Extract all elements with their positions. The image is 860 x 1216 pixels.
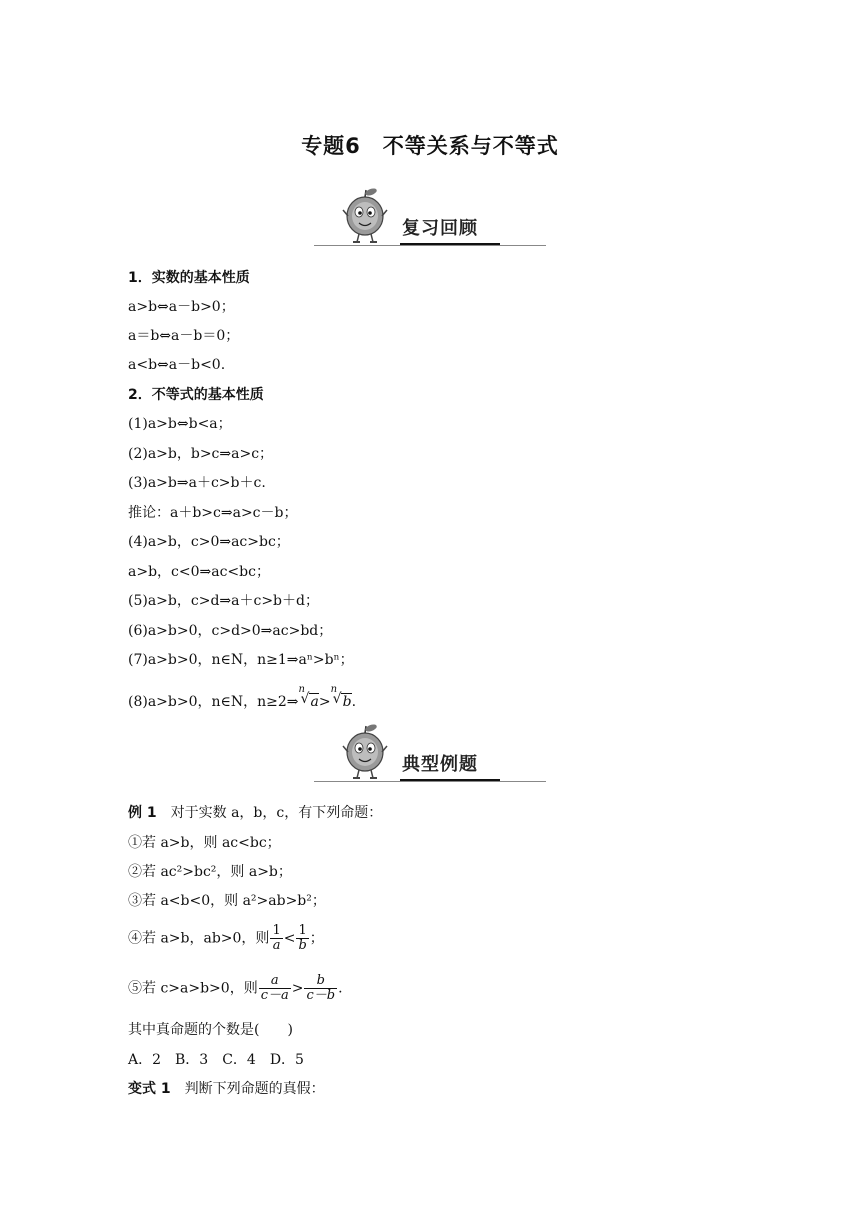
text-line: (7)a>b>0，n∈N，n≥1⇒aⁿ>bⁿ； — [128, 652, 354, 668]
section-label: 复习回顾 — [402, 218, 478, 239]
text-fragment: 判断下列命题的真假： — [170, 1081, 325, 1097]
numerator: a — [259, 974, 291, 989]
statement-1: ①若 a>b，则 ac<bc； — [128, 835, 281, 851]
divider — [314, 781, 546, 782]
text-fragment: ⑤若 c>a>b>0，则 — [128, 980, 258, 997]
example-1-intro — [128, 803, 382, 823]
answer-options: A．2 B．3 C．4 D．5 — [128, 1052, 304, 1068]
fraction — [296, 924, 308, 953]
radicand: b — [342, 694, 352, 710]
text-fragment: 对于实数 a，b，c，有下列命题： — [156, 805, 383, 821]
heading-inequality-properties: 2．不等式的基本性质 — [128, 387, 264, 403]
text-line: a>b⇔a－b>0； — [128, 299, 235, 315]
statement-3: ③若 a<b<0，则 a²>ab>b²； — [128, 893, 326, 909]
section-banner-examples — [314, 722, 546, 782]
radicand: a — [310, 694, 319, 710]
denominator: c－b — [306, 988, 336, 1003]
statement-4 — [128, 924, 324, 953]
text-line: (1)a>b⇔b<a； — [128, 416, 232, 432]
text-fragment: . — [351, 694, 357, 710]
text-line: a＝b⇔a－b＝0； — [128, 328, 240, 344]
fraction — [270, 924, 282, 953]
operator: > — [318, 694, 331, 710]
denominator: c－a — [260, 988, 289, 1003]
text-fragment: (8)a>b>0，n∈N，n≥2⇒ — [128, 694, 299, 710]
text-fragment: ； — [309, 930, 324, 947]
text-line: (4)a>b，c>0⇒ac>bc； — [128, 534, 290, 550]
statement-5 — [128, 974, 343, 1003]
operator: < — [283, 930, 296, 947]
nth-root — [298, 684, 319, 712]
denominator: b — [298, 938, 307, 953]
divider — [314, 245, 546, 246]
apple-mascot-icon — [342, 722, 388, 780]
fraction — [259, 974, 291, 1003]
radical-sign: √ — [300, 691, 310, 707]
fraction — [304, 974, 337, 1003]
root-index: n — [298, 684, 305, 695]
text-line-radicals — [128, 684, 357, 712]
example-label: 例 1 — [128, 805, 157, 821]
text-fragment: ④若 a>b，ab>0，则 — [128, 930, 270, 947]
numerator: 1 — [272, 923, 281, 938]
text-line: (5)a>b，c>d⇒a＋c>b＋d； — [128, 593, 319, 609]
page-title: 专题6 不等关系与不等式 — [301, 134, 559, 158]
text-line: a<b⇔a－b<0. — [128, 357, 226, 373]
text-line: 推论：a＋b>c⇒a>c－b； — [128, 505, 298, 521]
radical-sign: √ — [332, 691, 342, 707]
heading-real-numbers: 1．实数的基本性质 — [128, 270, 250, 286]
text-line: (2)a>b，b>c⇒a>c； — [128, 446, 274, 462]
statement-2: ②若 ac²>bc²，则 a>b； — [128, 864, 292, 880]
question: 其中真命题的个数是( ) — [128, 1022, 293, 1038]
text-line: (3)a>b⇒a＋c>b＋c. — [128, 475, 266, 491]
numerator: 1 — [296, 924, 308, 939]
root-index: n — [330, 684, 338, 695]
denominator: a — [272, 938, 281, 953]
text-line: a>b，c<0⇒ac<bc； — [128, 564, 270, 580]
variant-1-intro — [128, 1079, 325, 1099]
section-banner-review — [314, 186, 546, 246]
variant-label: 变式 1 — [128, 1081, 171, 1097]
numerator: b — [304, 974, 337, 989]
operator: > — [291, 980, 304, 997]
text-fragment: . — [338, 980, 343, 997]
apple-mascot-icon — [342, 186, 388, 244]
section-label: 典型例题 — [402, 754, 478, 775]
nth-root — [330, 684, 352, 712]
text-line: (6)a>b>0，c>d>0⇒ac>bd； — [128, 623, 333, 639]
